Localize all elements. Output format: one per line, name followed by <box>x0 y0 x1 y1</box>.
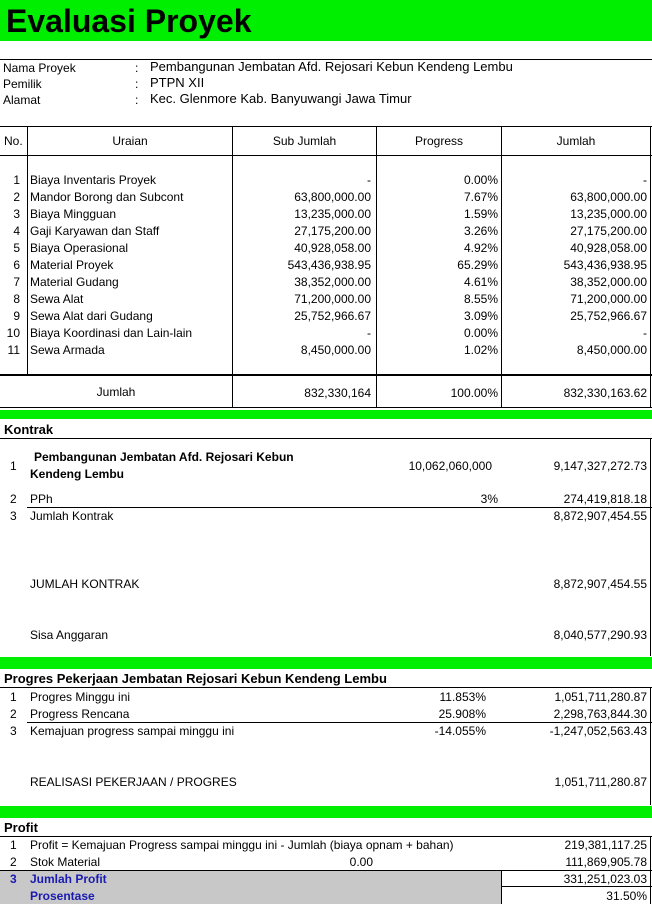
info-value-address: Kec. Glenmore Kab. Banyuwangi Jawa Timur <box>150 91 412 106</box>
row-jumlah: - <box>643 173 647 187</box>
row-jumlah: 543,436,938.95 <box>563 258 647 272</box>
row-jumlah: 25,752,966.67 <box>570 309 647 323</box>
row-jumlah: 40,928,058.00 <box>570 241 647 255</box>
row-description: Material Proyek <box>30 258 114 272</box>
row-description: Biaya Koordinasi dan Lain-lain <box>30 326 193 340</box>
progres-no: 1 <box>10 690 17 704</box>
row-no: 11 <box>7 343 20 357</box>
info-sep: : <box>135 61 139 75</box>
progres-percent: 11.853% <box>439 690 486 704</box>
total-label: Jumlah <box>96 385 136 399</box>
pph-label: PPh <box>30 492 53 506</box>
kontrak-no: 1 <box>10 459 17 473</box>
row-progress: 0.00% <box>463 173 498 187</box>
row-jumlah: 71,200,000.00 <box>570 292 647 306</box>
page-title: Evaluasi Proyek <box>6 3 252 39</box>
row-description: Sewa Alat <box>30 292 84 306</box>
header-uraian: Uraian <box>112 134 148 148</box>
progres-no: 3 <box>10 724 17 738</box>
row-no: 9 <box>13 309 20 323</box>
row-sub-jumlah: - <box>367 326 371 340</box>
kontrak-jumlah: 9,147,327,272.73 <box>553 459 647 473</box>
row-progress: 65.29% <box>457 258 498 272</box>
green-separator <box>0 806 652 818</box>
jumlah-kontrak-value: 8,872,907,454.55 <box>553 509 647 523</box>
row-no: 8 <box>13 292 20 306</box>
row-description: Biaya Operasional <box>30 241 129 255</box>
row-sub-jumlah: - <box>367 173 371 187</box>
profit-value: 219,381,117.25 <box>564 838 647 852</box>
row-sub-jumlah: 27,175,200.00 <box>294 224 371 238</box>
stok-value: 111,869,905.78 <box>565 855 647 869</box>
row-no: 7 <box>13 275 20 289</box>
kontrak-desc-line1: Pembangunan Jembatan Afd. Rejosari Kebun <box>34 450 294 464</box>
jumlah-profit-label: Jumlah Profit <box>30 872 107 886</box>
row-jumlah: 27,175,200.00 <box>570 224 647 238</box>
row-description: Biaya Inventaris Proyek <box>30 173 157 187</box>
jumlah-profit-value: 331,251,023.03 <box>563 872 647 886</box>
realisasi-value: 1,051,711,280.87 <box>554 775 647 789</box>
progres-label: Kemajuan progress sampai minggu ini <box>30 724 235 738</box>
row-no: 10 <box>6 326 20 340</box>
total-progress: 100.00% <box>450 386 498 400</box>
total-kontrak-label: JUMLAH KONTRAK <box>30 577 140 591</box>
row-jumlah: 63,800,000.00 <box>570 190 647 204</box>
stok-mid-value: 0.00 <box>349 855 373 869</box>
pph-no: 2 <box>10 492 17 506</box>
progres-label: Progress Rencana <box>30 707 130 721</box>
row-no: 6 <box>13 258 20 272</box>
progres-heading: Progres Pekerjaan Jembatan Rejosari Kebun Kendeng Lembu <box>4 671 387 686</box>
jumlah-kontrak-label: Jumlah Kontrak <box>30 509 114 523</box>
info-value-owner: PTPN XII <box>150 75 205 90</box>
sisa-anggaran-value: 8,040,577,290.93 <box>553 628 647 642</box>
row-description: Biaya Mingguan <box>30 207 117 221</box>
kontrak-heading: Kontrak <box>4 422 54 437</box>
progres-no: 2 <box>10 707 17 721</box>
info-value-project: Pembangunan Jembatan Afd. Rejosari Kebun Kendeng Lembu <box>150 59 513 74</box>
progres-value: 2,298,763,844.30 <box>553 707 647 721</box>
info-sep: : <box>135 93 139 107</box>
row-progress: 0.00% <box>463 326 498 340</box>
row-jumlah: - <box>643 326 647 340</box>
row-jumlah: 8,450,000.00 <box>576 343 647 357</box>
row-jumlah: 13,235,000.00 <box>570 207 647 221</box>
header-no: No. <box>4 134 23 148</box>
kontrak-desc-line2: Kendeng Lembu <box>30 467 125 481</box>
progres-percent: -14.055% <box>434 724 486 738</box>
row-progress: 4.92% <box>463 241 498 255</box>
row-progress: 3.26% <box>463 224 498 238</box>
profit-formula: Profit = Kemajuan Progress sampai minggu ini - Jumlah (biaya opnam + bahan) <box>30 838 454 852</box>
progres-value: -1,247,052,563.43 <box>549 724 647 738</box>
row-sub-jumlah: 25,752,966.67 <box>294 309 371 323</box>
total-jumlah: 832,330,163.62 <box>563 386 647 400</box>
sisa-anggaran-label: Sisa Anggaran <box>30 628 109 642</box>
green-separator <box>0 410 652 419</box>
prosentase-label: Prosentase <box>30 889 95 903</box>
progres-value: 1,051,711,280.87 <box>554 690 647 704</box>
row-no: 2 <box>13 190 20 204</box>
row-jumlah: 38,352,000.00 <box>570 275 647 289</box>
row-progress: 8.55% <box>463 292 498 306</box>
prosentase-value: 31.50% <box>606 889 647 903</box>
row-description: Sewa Armada <box>30 343 105 357</box>
row-no: 1 <box>13 173 20 187</box>
row-sub-jumlah: 13,235,000.00 <box>294 207 371 221</box>
green-separator <box>0 657 652 669</box>
row-no: 5 <box>13 241 20 255</box>
progres-label: Progres Minggu ini <box>30 690 131 704</box>
profit-no: 1 <box>10 838 17 852</box>
header-progress: Progress <box>414 134 464 148</box>
profit-heading: Profit <box>4 820 38 835</box>
row-sub-jumlah: 63,800,000.00 <box>294 190 371 204</box>
info-label-owner: Pemilik <box>3 77 42 91</box>
stok-label: Stok Material <box>30 855 101 869</box>
row-sub-jumlah: 8,450,000.00 <box>300 343 371 357</box>
info-label-project: Nama Proyek <box>3 61 76 75</box>
row-description: Mandor Borong dan Subcont <box>30 190 184 204</box>
row-progress: 3.09% <box>463 309 498 323</box>
row-no: 4 <box>13 224 20 238</box>
row-progress: 7.67% <box>463 190 498 204</box>
header-jumlah: Jumlah <box>556 134 596 148</box>
row-description: Sewa Alat dari Gudang <box>30 309 153 323</box>
row-description: Gaji Karyawan dan Staff <box>30 224 160 238</box>
jumlah-kontrak-no: 3 <box>10 509 17 523</box>
row-description: Material Gudang <box>30 275 119 289</box>
pph-value: 274,419,818.18 <box>563 492 647 506</box>
row-progress: 4.61% <box>463 275 498 289</box>
row-sub-jumlah: 38,352,000.00 <box>294 275 371 289</box>
row-sub-jumlah: 40,928,058.00 <box>294 241 371 255</box>
info-label-address: Alamat <box>3 93 41 107</box>
pph-percent: 3% <box>480 492 498 506</box>
jumlah-profit-no: 3 <box>10 872 17 886</box>
row-sub-jumlah: 71,200,000.00 <box>294 292 371 306</box>
kontrak-sub: 10,062,060,000 <box>408 459 492 473</box>
row-sub-jumlah: 543,436,938.95 <box>287 258 371 272</box>
progres-percent: 25.908% <box>438 707 486 721</box>
realisasi-label: REALISASI PEKERJAAN / PROGRES <box>30 775 237 789</box>
stok-no: 2 <box>10 855 17 869</box>
header-sub-jumlah: Sub Jumlah <box>272 134 337 148</box>
row-progress: 1.59% <box>463 207 498 221</box>
info-sep: : <box>135 77 139 91</box>
total-kontrak-value: 8,872,907,454.55 <box>553 577 647 591</box>
row-no: 3 <box>13 207 20 221</box>
total-sub: 832,330,164 <box>304 386 371 400</box>
row-progress: 1.02% <box>463 343 498 357</box>
